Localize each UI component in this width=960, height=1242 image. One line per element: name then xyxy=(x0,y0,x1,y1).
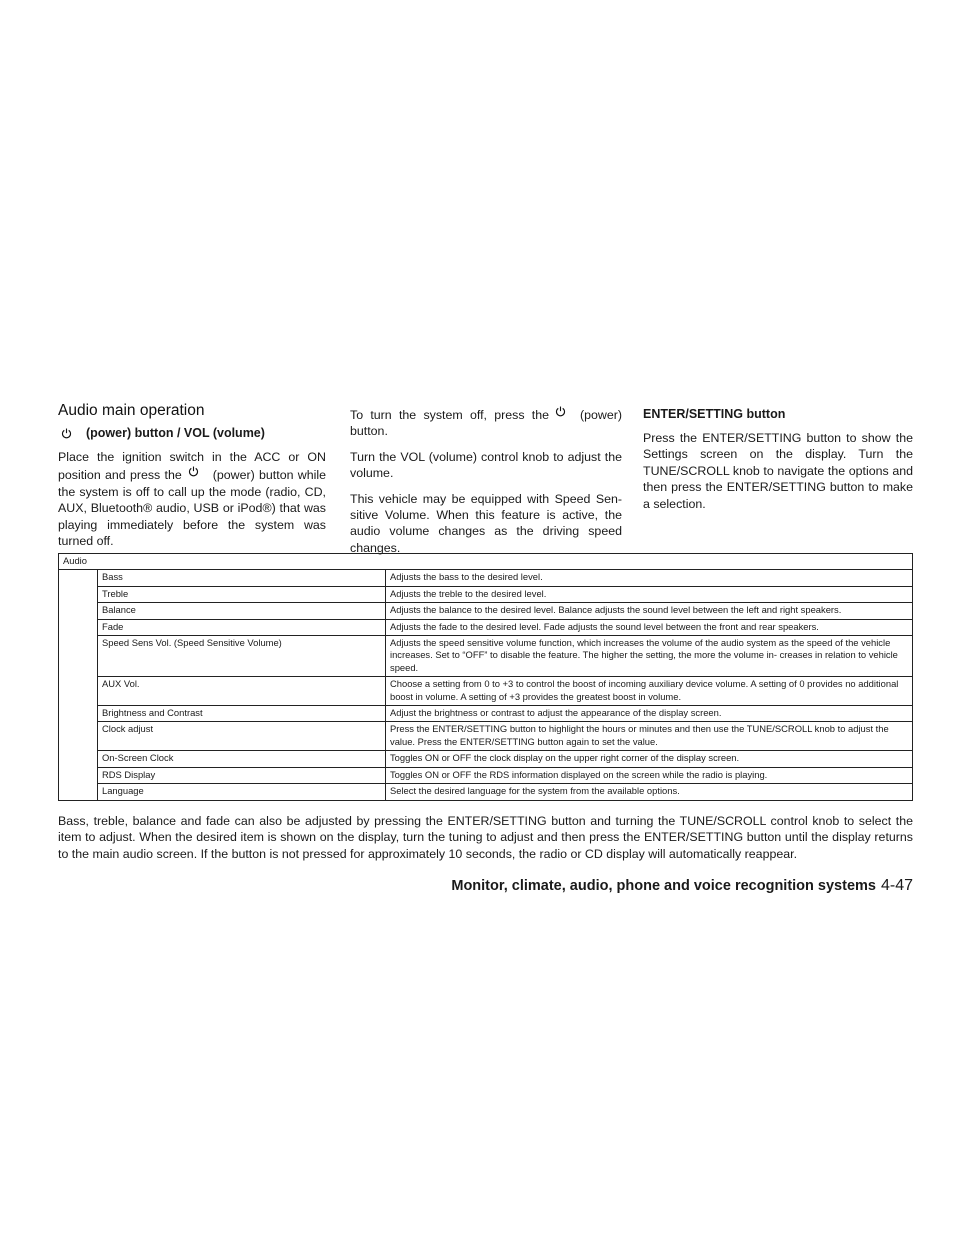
table-row xyxy=(59,722,913,751)
setting-name: RDS Display xyxy=(98,767,386,783)
setting-description: Toggles ON or OFF the clock display on the upper right corner of the display screen. xyxy=(386,751,913,767)
setting-name: AUX Vol. xyxy=(98,677,386,706)
table-row xyxy=(59,677,913,706)
setting-description: Select the desired language for the system from the available options. xyxy=(386,784,913,800)
power-icon xyxy=(555,405,566,421)
col1-text-a: Place the ignition switch in the ACC or ON position and press the xyxy=(58,450,326,483)
column-2 xyxy=(350,405,622,565)
setting-name: On-Screen Clock xyxy=(98,751,386,767)
setting-name: Fade xyxy=(98,619,386,635)
setting-description: Choose a setting from 0 to +3 to control the boost of incoming auxiliary device volume. A setting of 0 provides no additional boost in volume. A setting of +3 provides the greatest boost in volume. xyxy=(386,677,913,706)
setting-description: Adjusts the bass to the desired level. xyxy=(386,570,913,586)
power-heading xyxy=(58,426,326,440)
page-number: 4-47 xyxy=(880,877,913,894)
col2-paragraph-1 xyxy=(350,405,622,440)
column-3 xyxy=(643,405,913,521)
setting-name: Treble xyxy=(98,586,386,602)
table-indent-cell xyxy=(59,570,98,800)
audio-settings-table xyxy=(58,553,913,801)
section-title: Audio main operation xyxy=(58,402,205,419)
setting-description: Adjusts the balance to the desired level. Balance adjusts the sound level between the left and right speakers. xyxy=(386,603,913,619)
footer-paragraph: Bass, treble, balance and fade can also be adjusted by pressing the ENTER/SETTING button and turning the TUNE/SCROLL control knob to select the item to adjust. When the desired item is shown on the display, turn the tuning to adjust and then press the ENTER/SETTING button until the display returns to the main audio screen. If the button is not pressed for approximately 10 seconds, the radio or CD display will automatically reappear. xyxy=(58,814,913,861)
setting-name: Speed Sens Vol. (Speed Sensitive Volume) xyxy=(98,636,386,677)
col2-text-b: (power) button. xyxy=(350,408,622,439)
setting-name: Clock adjust xyxy=(98,722,386,751)
col3-paragraph: Press the ENTER/SETTING button to show the Settings screen on the display. Turn the TUNE/SCROLL knob to navigate the options and then press the ENTER/SETTING button to make a selection. xyxy=(643,431,913,511)
table-row xyxy=(59,570,913,586)
table-row xyxy=(59,784,913,800)
power-heading-label: (power) button / VOL (volume) xyxy=(86,426,265,440)
table-header: Audio xyxy=(59,554,913,570)
setting-name: Language xyxy=(98,784,386,800)
col2-paragraph-3: This vehicle may be equipped with Speed Sen- sitive Volume. When this feature is active, the audio volume changes as the driving speed changes. xyxy=(350,491,622,555)
table-row xyxy=(59,586,913,602)
setting-description: Adjusts the speed sensitive volume function, which increases the volume of the audio system as the speed of the vehicle increases. Set to “OFF” to disable the feature. The higher the setting, the more the volume in- creases in relation to vehicle speed. xyxy=(386,636,913,677)
col1-text-b: (power) button while the system is off to call up the mode (radio, CD, AUX, Bluetooth® audio, USB or iPod®) that was playing immediately before the system was turned off. xyxy=(58,468,326,549)
setting-description: Press the ENTER/SETTING button to highlight the hours or minutes and then use the TUNE/SCROLL knob to adjust the value. Press the ENTER/SETTING button again to set the value. xyxy=(386,722,913,751)
power-icon xyxy=(188,465,199,481)
page-footer xyxy=(451,877,913,895)
power-icon xyxy=(61,428,72,439)
enter-setting-heading: ENTER/SETTING button xyxy=(643,407,786,421)
setting-name: Balance xyxy=(98,603,386,619)
table-row xyxy=(59,751,913,767)
setting-name: Brightness and Contrast xyxy=(98,706,386,722)
table-row xyxy=(59,619,913,635)
setting-description: Toggles ON or OFF the RDS information displayed on the screen while the radio is playing. xyxy=(386,767,913,783)
setting-name: Bass xyxy=(98,570,386,586)
column-1 xyxy=(58,402,326,558)
table-row xyxy=(59,706,913,722)
setting-description: Adjusts the fade to the desired level. Fade adjusts the sound level between the front and rear speakers. xyxy=(386,619,913,635)
col2-text-a: To turn the system off, press the xyxy=(350,408,549,422)
col2-paragraph-2: Turn the VOL (volume) control knob to adjust the volume. xyxy=(350,449,622,481)
table-row xyxy=(59,603,913,619)
setting-description: Adjusts the treble to the desired level. xyxy=(386,586,913,602)
setting-description: Adjust the brightness or contrast to adjust the appearance of the display screen. xyxy=(386,706,913,722)
chapter-title: Monitor, climate, audio, phone and voice recognition systems xyxy=(451,878,876,894)
table-header-row xyxy=(59,554,913,570)
col1-paragraph xyxy=(58,449,326,549)
table-row xyxy=(59,636,913,677)
table-row xyxy=(59,767,913,783)
